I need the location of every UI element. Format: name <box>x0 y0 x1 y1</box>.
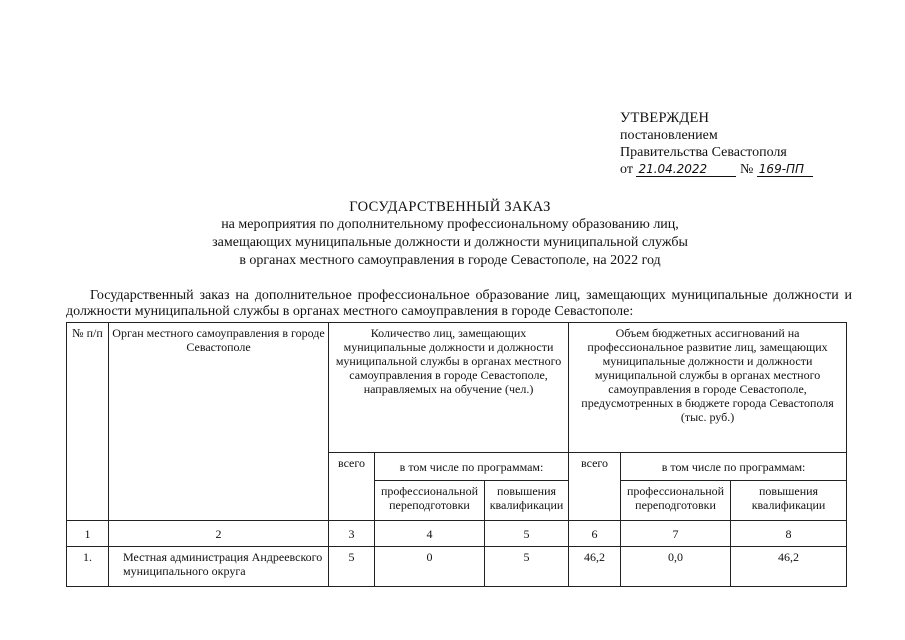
header-count-total: всего <box>329 453 375 521</box>
header-budget-retraining: профессиональной переподготовки <box>621 481 731 521</box>
header-budget-incl: в том числе по программам: <box>621 453 847 481</box>
row-count-retraining: 0 <box>375 547 485 587</box>
order-table <box>66 322 847 587</box>
approval-title: УТВЕРЖДЕН <box>620 110 710 126</box>
intro-paragraph: Государственный заказ на дополнительное профессиональное образование лиц, замещающих муниципальные должности и должности муниципальной службы в органах местного самоуправления в городе Севастополе: <box>66 288 852 319</box>
approval-date-line <box>620 161 813 178</box>
col-number: 8 <box>731 521 847 547</box>
header-budget: Объем бюджетных ассигнований на профессиональное развитие лиц, замещающих муниципальные должности и должности муниципальной службы в органах местного самоуправления в городе Севастополе, предусмотренных в бюджете города Севастополя (тыс. руб.) <box>569 323 847 453</box>
col-number: 2 <box>109 521 329 547</box>
approval-date: 21.04.2022 <box>636 163 736 177</box>
row-organ: Местная администрация Андреевского муниципального округа <box>109 547 329 587</box>
col-number: 7 <box>621 521 731 547</box>
approval-line-2: Правительства Севастополя <box>620 145 787 160</box>
column-numbers-row <box>67 521 847 547</box>
header-num: № п/п <box>67 323 109 521</box>
approval-number-label: № <box>739 162 754 177</box>
approval-number: 169-ПП <box>757 163 813 177</box>
heading-line-2: замещающих муниципальные должности и должности муниципальной службы <box>212 235 688 250</box>
header-count-retraining: профессиональной переподготовки <box>375 481 485 521</box>
row-num: 1. <box>67 547 109 587</box>
row-budget-total: 46,2 <box>569 547 621 587</box>
document-heading <box>100 198 800 270</box>
col-number: 4 <box>375 521 485 547</box>
row-budget-retraining: 0,0 <box>621 547 731 587</box>
col-number: 5 <box>485 521 569 547</box>
header-budget-qualification: повышения квалификации <box>731 481 847 521</box>
header-count: Количество лиц, замещающих муниципальные должности и должности муниципальной службы в органах местного самоуправления в городе Севастополе, направляемых на обучение (чел.) <box>329 323 569 453</box>
header-budget-total: всего <box>569 453 621 521</box>
heading-line-1: на мероприятия по дополнительному профессиональному образованию лиц, <box>221 217 679 232</box>
row-budget-qualification: 46,2 <box>731 547 847 587</box>
approval-line-1: постановлением <box>620 128 718 143</box>
col-number: 6 <box>569 521 621 547</box>
col-number: 1 <box>67 521 109 547</box>
approval-from-label: от <box>620 162 633 177</box>
col-number: 3 <box>329 521 375 547</box>
heading-line-3: в органах местного самоуправления в городе Севастополе, на 2022 год <box>239 253 661 268</box>
header-count-qualification: повышения квалификации <box>485 481 569 521</box>
header-organ: Орган местного самоуправления в городе Севастополе <box>109 323 329 521</box>
approval-block <box>620 110 813 178</box>
row-count-qualification: 5 <box>485 547 569 587</box>
row-count-total: 5 <box>329 547 375 587</box>
header-count-incl: в том числе по программам: <box>375 453 569 481</box>
table-row <box>67 547 847 587</box>
document-title: ГОСУДАРСТВЕННЫЙ ЗАКАЗ <box>349 199 551 215</box>
